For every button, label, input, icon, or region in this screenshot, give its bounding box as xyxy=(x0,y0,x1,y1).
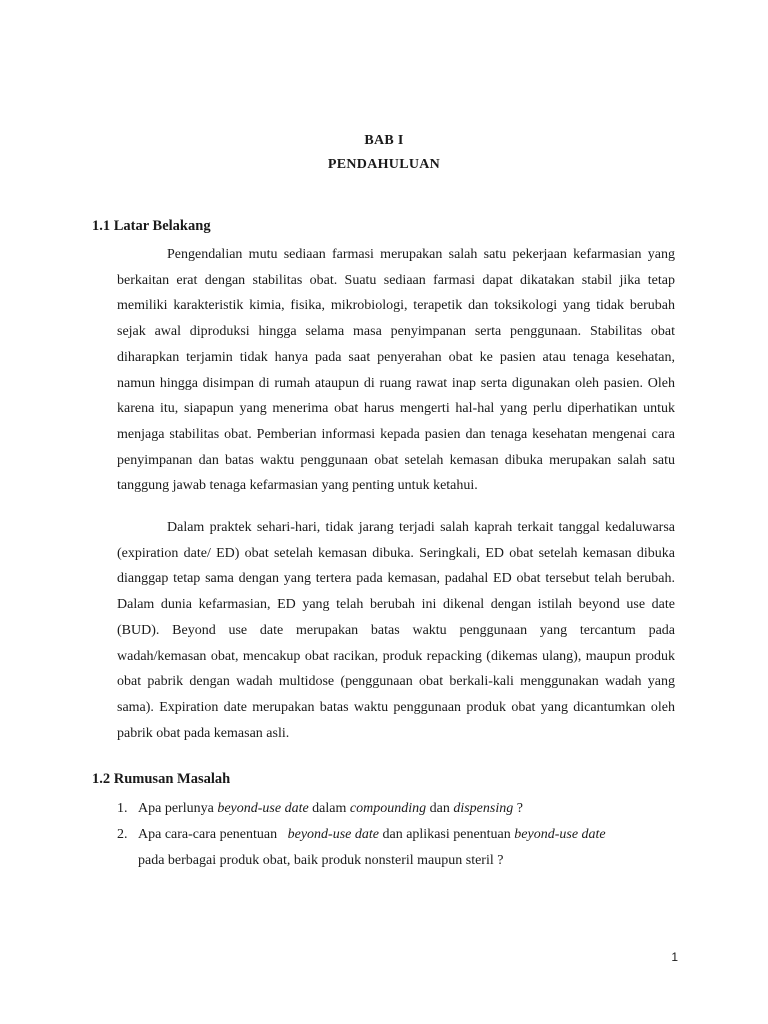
list-item xyxy=(117,796,675,822)
list-number: 1. xyxy=(117,801,128,816)
list-text: Apa perlunya xyxy=(138,801,218,816)
section-heading-latar-belakang: 1.1 Latar Belakang xyxy=(92,218,211,234)
section-body-latar-belakang xyxy=(117,242,675,499)
list-text-italic: compounding xyxy=(349,801,427,816)
list-text: dan xyxy=(426,801,454,816)
paragraph: Dalam praktek sehari-hari, tidak jarang terjadi salah kaprah terkait tanggal kedaluwarsa (expiration date/ ED) obat setelah kemasan dibuka. Seringkali, ED obat setelah kemasan dibuka dianggap tetap sama dengan yang tertera pada kemasan, padahal ED obat tersebut telah berubah. Dalam dunia kefarmasian, ED yang telah berubah ini dikenal dengan istilah beyond use date (BUD). Beyond use date merupakan batas waktu penggunaan yang tercantum pada wadah/kemasan obat, mencakup obat racikan, produk repacking (dikemas ulang), maupun produk obat pabrik dengan wadah multidose (penggunaan obat berkali-kali menggunakan wadah yang sama). Expiration date merupakan batas waktu penggunaan produk obat yang dicantumkan oleh pabrik obat pada kemasan asli. xyxy=(117,520,675,741)
list-number: 2. xyxy=(117,827,128,842)
chapter-number: BAB I xyxy=(364,133,404,148)
list-text: dan aplikasi penentuan xyxy=(378,827,515,842)
section-heading-rumusan-masalah: 1.2 Rumusan Masalah xyxy=(92,771,231,787)
list-text: dalam xyxy=(308,801,350,816)
problem-list xyxy=(117,796,675,822)
list-text: Apa cara-cara penentuan xyxy=(138,827,281,842)
list-item-continuation: pada berbagai produk obat, baik produk nonsteril maupun steril ? xyxy=(138,853,504,868)
list-text: ? xyxy=(513,801,523,816)
list-text-italic: beyond-use date xyxy=(514,827,606,842)
chapter-title: PENDAHULUAN xyxy=(327,157,441,172)
list-text-italic: beyond-use date xyxy=(287,827,379,842)
section-body-latar-belakang-2 xyxy=(117,515,675,746)
problem-list-2 xyxy=(117,822,675,848)
list-text-italic: dispensing xyxy=(453,801,514,816)
page-number: 1 xyxy=(671,950,678,964)
list-item xyxy=(117,822,675,848)
paragraph: Pengendalian mutu sediaan farmasi merupakan salah satu pekerjaan kefarmasian yang berkaitan erat dengan stabilitas obat. Suatu sediaan farmasi dapat dikatakan stabil jika tetap memiliki karakteristik kimia, fisika, mikrobiologi, terapetik dan toksikologi yang tidak berubah sejak awal diproduksi hingga selama masa penyimpanan serta penggunaan. Stabilitas obat diharapkan terjamin tidak hanya pada saat penyerahan obat ke pasien atau tenaga kesehatan, namun hingga disimpan di rumah ataupun di ruang rawat inap serta digunakan oleh pasien. Oleh karena itu, siapapun yang menerima obat harus mengerti hal-hal yang perlu diperhatikan untuk menjaga stabilitas obat. Pemberian informasi kepada pasien dan tenaga kesehatan mengenai cara penyimpanan dan batas waktu penggunaan obat setelah kemasan dibuka merupakan salah satu tanggung jawab tenaga kefarmasian yang penting untuk ketahui. xyxy=(117,247,675,494)
list-text-italic: beyond-use date xyxy=(217,801,309,816)
